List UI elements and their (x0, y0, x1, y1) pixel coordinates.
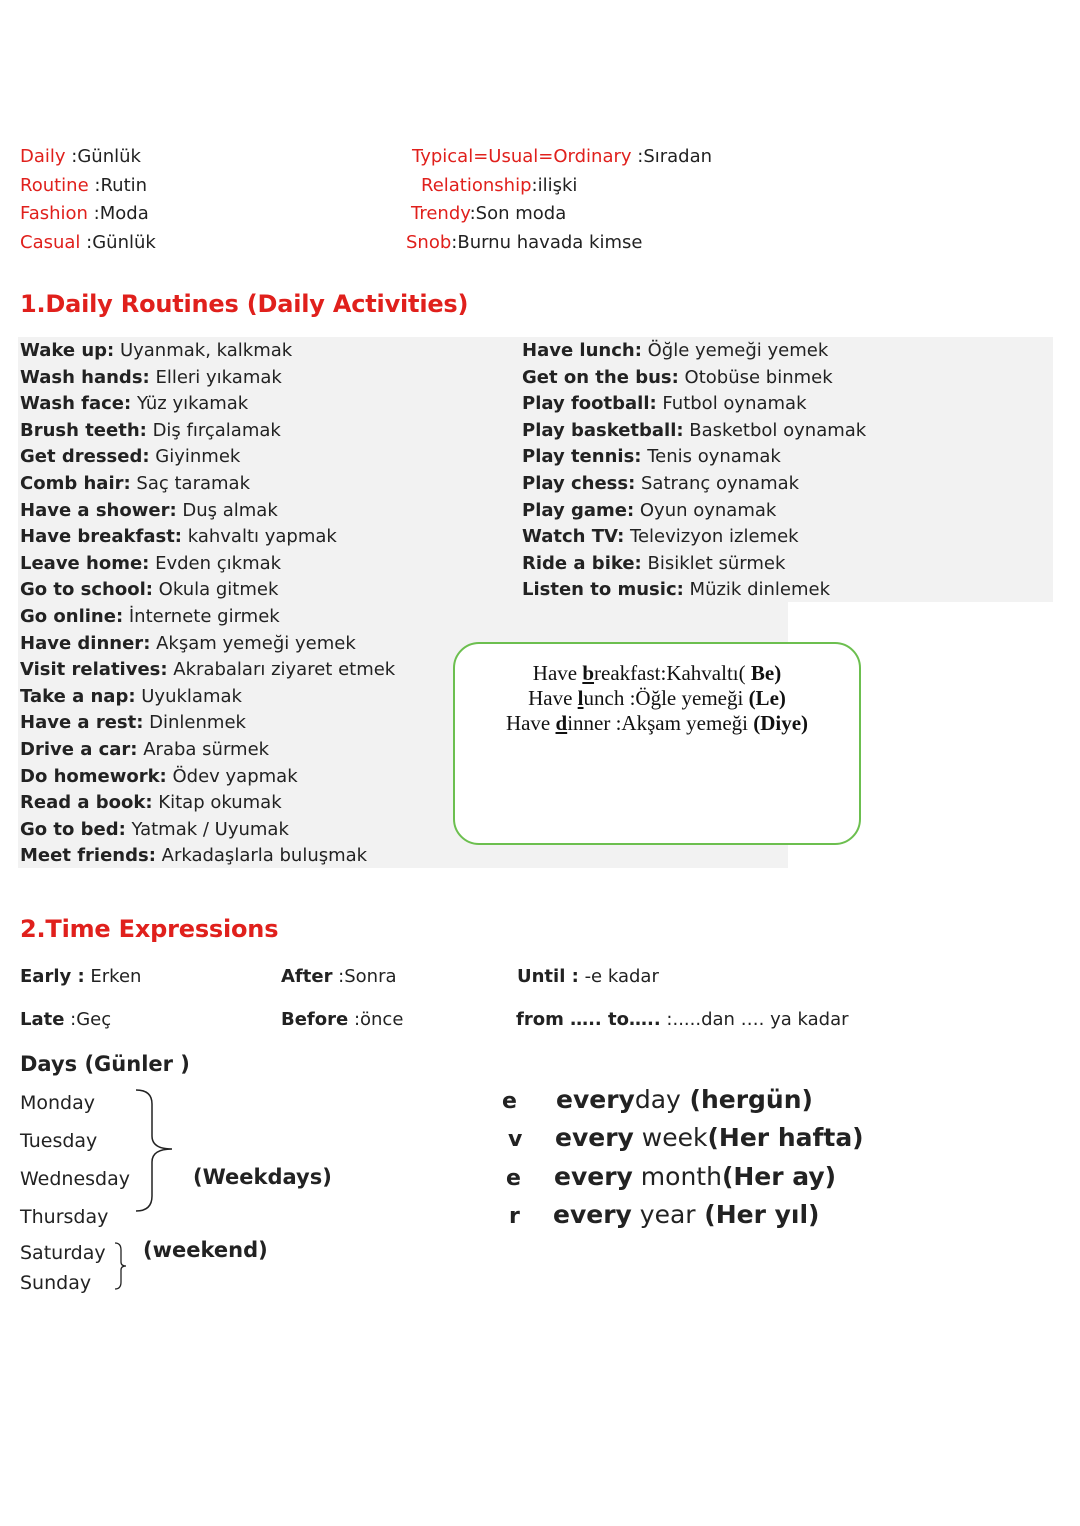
routine-term: Have dinner: (20, 632, 151, 654)
weekend-brace-icon (112, 1240, 130, 1292)
list-item (20, 391, 395, 418)
routine-meaning: Arkadaşlarla buluşmak (155, 845, 368, 867)
vocab-item (20, 176, 147, 196)
note-initial: b (582, 661, 595, 685)
routine-term: Have breakfast: (20, 526, 182, 548)
list-item (522, 524, 866, 551)
routine-meaning: Otobüse binmek (678, 366, 833, 388)
te-meaning: :.....dan …. ya kadar (660, 1009, 849, 1030)
routine-meaning: Araba sürmek (137, 738, 270, 760)
list-item (20, 710, 395, 737)
vocab-item (421, 176, 577, 196)
vocab-meaning: :ilişki (531, 175, 578, 196)
note-text: Have (532, 661, 583, 685)
routine-meaning: Satranç oynamak (635, 472, 800, 494)
list-item (20, 790, 395, 817)
routine-term: Have lunch: (522, 340, 642, 361)
routine-meaning: Bisiklet sürmek (641, 552, 786, 574)
te-meaning: :Geç (64, 1009, 112, 1030)
routine-term: Play basketball: (522, 419, 684, 441)
routine-term: Comb hair: (20, 472, 131, 494)
routine-term: Do homework: (20, 765, 167, 787)
vocab-term: Casual (20, 232, 81, 253)
te-term: Early : (20, 966, 85, 987)
every-line (553, 1200, 819, 1229)
note-initial: d (555, 711, 568, 735)
day-item: Saturday (20, 1242, 106, 1264)
every-line (554, 1162, 836, 1191)
list-item (522, 444, 866, 471)
time-expression (517, 966, 659, 987)
routine-meaning: Elleri yıkamak (149, 366, 282, 388)
routine-meaning: Yatmak / Uyumak (125, 818, 289, 840)
routine-term: Wash hands: (20, 366, 150, 388)
routine-meaning: Oyun oynamak (634, 499, 777, 521)
vocab-term: Routine (20, 175, 89, 196)
note-text: Have (528, 686, 578, 710)
list-item (522, 338, 866, 365)
list-item (20, 577, 395, 604)
routine-term: Take a nap: (20, 685, 136, 707)
vocab-meaning: :Günlük (65, 146, 141, 167)
routine-meaning: İnternete girmek (123, 605, 280, 627)
every-unit: month (632, 1162, 722, 1191)
te-meaning: :önce (348, 1009, 404, 1030)
routine-meaning: Televizyon izlemek (624, 526, 799, 548)
list-item (20, 843, 395, 870)
routine-meaning: Uyuklamak (135, 685, 242, 707)
every-unit: week (633, 1123, 708, 1152)
section-2-heading: 2.Time Expressions (20, 915, 279, 943)
routine-term: Get on the bus: (522, 366, 679, 388)
list-item (20, 631, 395, 658)
list-item (20, 524, 395, 551)
every-line (555, 1123, 864, 1152)
day-item: Tuesday (20, 1130, 98, 1152)
day-item: Sunday (20, 1272, 92, 1294)
note-initial: l (577, 686, 584, 710)
every-unit: day (634, 1085, 681, 1114)
routine-meaning: Öğle yemeği yemek (641, 340, 829, 361)
list-item (20, 604, 395, 631)
routine-meaning: Müzik dinlemek (683, 579, 831, 601)
note-line (455, 661, 859, 686)
list-item (20, 764, 395, 791)
routine-term: Read a book: (20, 792, 153, 814)
note-line (455, 686, 859, 711)
routine-meaning: Futbol oynamak (656, 393, 807, 415)
list-item (20, 684, 395, 711)
vocab-meaning: :Moda (87, 203, 149, 224)
routine-term: Have a shower: (20, 499, 177, 521)
routine-term: Have a rest: (20, 712, 144, 734)
routine-term: Play tennis: (522, 446, 642, 468)
list-item (522, 498, 866, 525)
vocab-term: Typical=Usual=Ordinary (412, 146, 632, 167)
time-expression (20, 966, 141, 987)
routine-term: Wake up: (20, 340, 115, 361)
weekend-label: (weekend) (143, 1238, 268, 1262)
te-term: After (281, 966, 333, 987)
routine-meaning: Dinlenmek (143, 712, 246, 734)
vocab-item (406, 233, 642, 253)
weekdays-label: (Weekdays) (193, 1165, 332, 1189)
list-item (522, 577, 866, 604)
vocab-meaning: :Sıradan (631, 146, 713, 167)
list-item (522, 551, 866, 578)
vocab-term: Trendy (411, 203, 470, 224)
routine-term: Go to school: (20, 579, 153, 601)
every-word: every (555, 1123, 634, 1152)
time-expression (281, 1009, 403, 1030)
note-mnemonic: Be (750, 661, 775, 685)
list-item (20, 444, 395, 471)
note-line (455, 711, 859, 736)
acrostic-letter: e (506, 1166, 521, 1191)
routine-meaning: Uyanmak, kalkmak (114, 340, 293, 361)
every-line (556, 1085, 813, 1114)
every-meaning: (hergün) (680, 1085, 813, 1114)
list-item (20, 657, 395, 684)
time-expression (20, 1009, 111, 1030)
day-item: Monday (20, 1092, 96, 1114)
list-item (522, 418, 866, 445)
te-term: Before (281, 1009, 349, 1030)
list-item (20, 365, 395, 392)
routine-term: Go to bed: (20, 818, 126, 840)
every-meaning: (Her ay) (721, 1162, 837, 1191)
routine-meaning: Okula gitmek (152, 579, 279, 601)
routine-meaning: Akşam yemeği yemek (150, 632, 356, 654)
vocab-item (20, 233, 156, 253)
note-mnemonic: (Diye) (753, 711, 809, 735)
every-word: every (554, 1162, 633, 1191)
acrostic-letter: v (508, 1127, 523, 1152)
time-expression (516, 1009, 849, 1030)
day-item: Thursday (20, 1206, 109, 1228)
routine-meaning: kahvaltı yapmak (182, 526, 337, 548)
routine-term: Listen to music: (522, 579, 684, 601)
days-title: Days (Günler ) (20, 1052, 190, 1076)
routine-meaning: Evden çıkmak (149, 552, 282, 574)
routine-term: Meet friends: (20, 845, 156, 867)
note-text: inner :Akşam yemeği (567, 711, 754, 735)
routine-meaning: Tenis oynamak (641, 446, 781, 468)
routine-term: Get dressed: (20, 446, 150, 468)
te-meaning: :Sonra (332, 966, 397, 987)
routine-meaning: Giyinmek (149, 446, 241, 468)
vocab-term: Daily (20, 146, 66, 167)
every-word: every (553, 1200, 632, 1229)
vocab-term: Snob (406, 232, 452, 253)
vocab-item (20, 204, 149, 224)
list-item (20, 737, 395, 764)
routine-term: Ride a bike: (522, 552, 642, 574)
list-item (20, 471, 395, 498)
routine-term: Leave home: (20, 552, 150, 574)
note-mnemonic: (Le) (748, 686, 786, 710)
list-item (20, 418, 395, 445)
te-term: Until : (517, 966, 579, 987)
day-item: Wednesday (20, 1168, 131, 1190)
routine-meaning: Kitap okumak (152, 792, 282, 814)
routine-term: Go online: (20, 605, 124, 627)
vocab-meaning: :Son moda (469, 203, 567, 224)
acrostic-letter: e (502, 1089, 517, 1114)
every-meaning: (Her hafta) (707, 1123, 864, 1152)
routine-meaning: Ödev yapmak (166, 765, 298, 787)
routine-meaning: Akrabaları ziyaret etmek (167, 659, 396, 681)
vocab-term: Fashion (20, 203, 88, 224)
routine-term: Visit relatives: (20, 659, 168, 681)
routines-right-list (522, 338, 866, 604)
routines-left-list (20, 338, 395, 870)
vocab-meaning: :Günlük (80, 232, 156, 253)
list-item (20, 551, 395, 578)
list-item (522, 391, 866, 418)
acrostic-letter: r (509, 1204, 520, 1229)
vocab-meaning: :Rutin (88, 175, 148, 196)
routine-term: Brush teeth: (20, 419, 147, 441)
note-text: Have (505, 711, 556, 735)
note-text: ) (774, 661, 782, 685)
list-item (20, 817, 395, 844)
every-unit: year (631, 1200, 696, 1229)
meal-note-box (453, 642, 861, 845)
list-item (20, 338, 395, 365)
routine-term: Play football: (522, 393, 657, 415)
te-meaning: -e kadar (578, 966, 659, 987)
time-expression (281, 966, 397, 987)
vocab-term: Relationship (421, 175, 532, 196)
routine-term: Wash face: (20, 393, 132, 415)
te-meaning: Erken (84, 966, 142, 987)
routine-term: Play game: (522, 499, 635, 521)
list-item (20, 498, 395, 525)
list-item (522, 365, 866, 392)
vocab-item (20, 147, 141, 167)
vocab-meaning: :Burnu havada kimse (451, 232, 643, 253)
routine-meaning: Basketbol oynamak (683, 419, 867, 441)
routine-meaning: Diş fırçalamak (146, 419, 281, 441)
routine-meaning: Saç taramak (130, 472, 251, 494)
routine-term: Drive a car: (20, 738, 138, 760)
routine-meaning: Duş almak (176, 499, 278, 521)
every-meaning: (Her yıl) (695, 1200, 820, 1229)
list-item (522, 471, 866, 498)
te-term: Late (20, 1009, 65, 1030)
vocab-item (411, 204, 566, 224)
vocab-item (412, 147, 712, 167)
te-term: from ….. to….. (516, 1009, 661, 1030)
routine-meaning: Yüz yıkamak (131, 393, 249, 415)
routine-term: Play chess: (522, 472, 636, 494)
every-word: every (556, 1085, 635, 1114)
note-text: reakfast:Kahvaltı( (594, 661, 751, 685)
note-text: unch :Öğle yemeği (583, 686, 749, 710)
weekdays-brace-icon (128, 1088, 178, 1218)
section-1-heading: 1.Daily Routines (Daily Activities) (20, 290, 469, 318)
routine-term: Watch TV: (522, 526, 625, 548)
